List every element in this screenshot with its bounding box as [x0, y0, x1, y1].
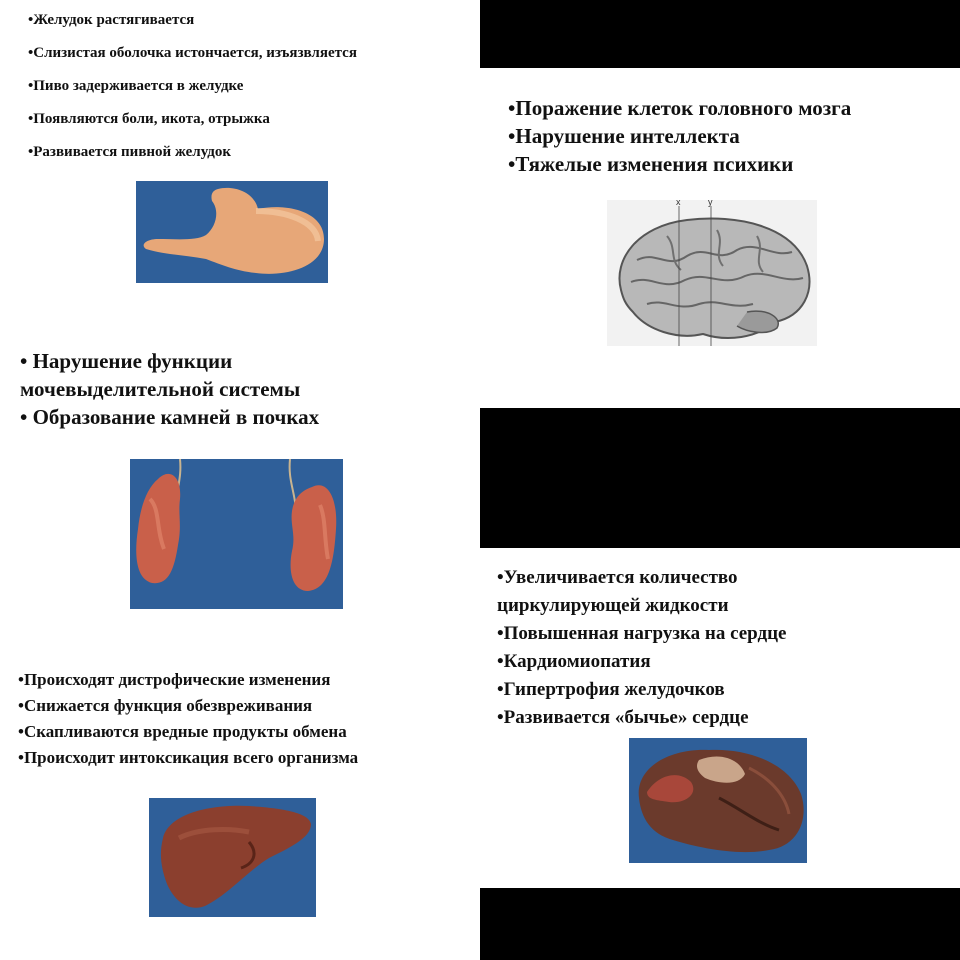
brain-effects-list: [508, 94, 948, 178]
list-item: • Происходят дистрофические изменения: [18, 667, 468, 693]
bottom-black-bar: [480, 888, 960, 960]
stomach-photo: [136, 181, 328, 283]
list-item: • Тяжелые изменения психики: [508, 150, 948, 178]
kidneys-line-3: • Образование камней в почках: [20, 405, 320, 429]
brain-image-label-y: y: [708, 200, 713, 207]
list-item: • Появляются боли, икота, отрыжка: [28, 111, 468, 127]
list-item: • Поражение клеток головного мозга: [508, 94, 948, 122]
brain-photo: [607, 200, 817, 346]
top-black-bar: [480, 0, 960, 68]
liver-section: [18, 667, 468, 771]
kidneys-photo: [130, 459, 343, 609]
heart-section: [497, 564, 957, 732]
heart-line-1: •Увеличивается количество: [497, 567, 738, 588]
list-item: • Слизистая оболочка истончается, изъязвляется: [28, 45, 468, 61]
heart-line-4: •Кардиомиопатия: [497, 651, 651, 672]
heart-line-2: циркулирующей жидкости: [497, 595, 729, 616]
list-item: • Развивается пивной желудок: [28, 144, 468, 160]
list-item: • Пиво задерживается в желудке: [28, 78, 468, 94]
list-item: • Нарушение интеллекта: [508, 122, 948, 150]
list-item: • Снижается функция обезвреживания: [18, 693, 468, 719]
liver-photo: [149, 798, 316, 917]
list-item: • Скапливаются вредные продукты обмена: [18, 719, 468, 745]
kidneys-section: [20, 347, 470, 431]
heart-line-3: •Повышенная нагрузка на сердце: [497, 623, 787, 644]
brain-image-label-x: x: [676, 200, 681, 207]
kidneys-line-1: • Нарушение функции: [20, 349, 233, 373]
heart-photo: [629, 738, 807, 863]
list-item: • Происходит интоксикация всего организма: [18, 745, 468, 771]
heart-line-5: •Гипертрофия желудочков: [497, 679, 725, 700]
heart-line-6: •Развивается «бычье» сердце: [497, 707, 749, 728]
brain-section: [508, 94, 948, 178]
stomach-effects-list: [28, 12, 468, 160]
liver-effects-list: [18, 667, 468, 771]
kidneys-line-2: мочевыделительной системы: [20, 377, 301, 401]
list-item: • Желудок растягивается: [28, 12, 468, 28]
stomach-section: [28, 12, 468, 177]
middle-black-bar: [480, 408, 960, 548]
